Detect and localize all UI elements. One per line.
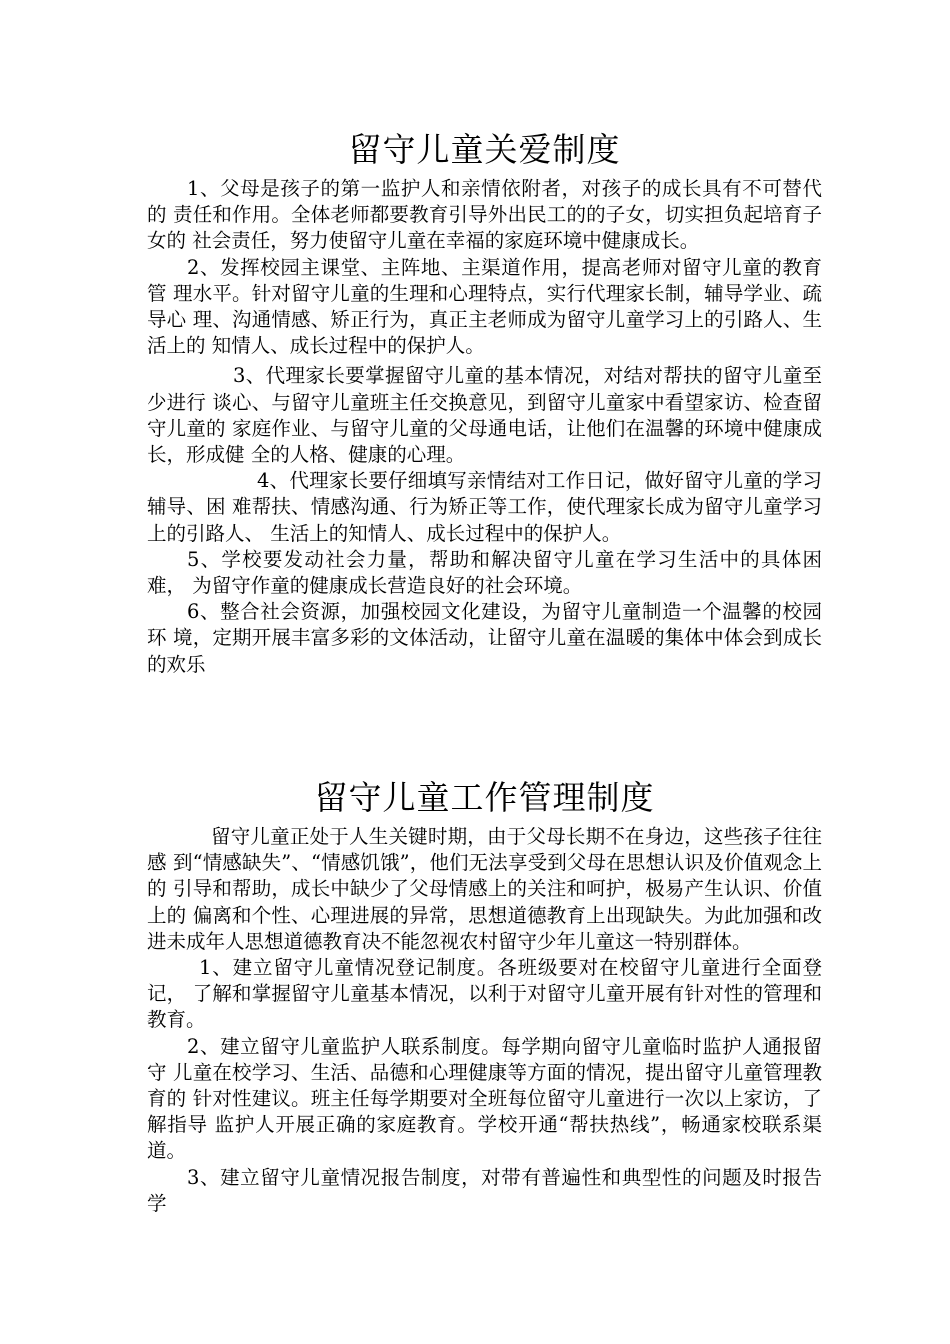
management-policy-section — [147, 776, 822, 1217]
paragraph: 4、代理家长要仔细填写亲情结对工作日记，做好留守儿童的学习辅导、困 难帮扶、情感沟通、行为矫正等工作，使代理家长成为留守儿童学习上的引路人、 生活上的知情人、成长过程中的保护人。 — [147, 469, 822, 545]
paragraph: 2、发挥校园主课堂、主阵地、主渠道作用，提高老师对留守儿童的教育管 理水平。针对留守儿童的生理和心理特点，实行代理家长制，辅导学业、疏导心 理、沟通情感、矫正行为，真正主老师成为留守儿童学习上的引路人、生活上的 知情人、成长过程中的保护人。 — [147, 255, 822, 358]
paragraph: 1、建立留守儿童情况登记制度。各班级要对在校留守儿童进行全面登记， 了解和掌握留守儿童基本情况，以利于对留守儿童开展有针对性的管理和教育。 — [147, 956, 822, 1032]
section-title: 留守儿童关爱制度 — [348, 130, 621, 169]
paragraph: 1、父母是孩子的第一监护人和亲情依附者，对孩子的成长具有不可替代的 责任和作用。全体老师都要教育引导外出民工的的子女，切实担负起培育子女的 社会责任，努力使留守儿童在幸福的家庭环境中健康成长。 — [147, 177, 822, 253]
paragraph: 3、代理家长要掌握留守儿童的基本情况，对结对帮扶的留守儿童至少进行 谈心、与留守儿童班主任交换意见，到留守儿童家中看望家访、检查留守儿童的 家庭作业、与留守儿童的父母通电话，让他们在温馨的环境中健康成长，形成健 全的人格、健康的心理。 — [147, 364, 822, 467]
paragraph: 6、整合社会资源，加强校园文化建设，为留守儿童制造一个温馨的校园环 境，定期开展丰富多彩的文体活动，让留守儿童在温暖的集体中体会到成长的欢乐 — [147, 600, 822, 676]
care-policy-section — [147, 128, 822, 678]
paragraph: 3、建立留守儿童情况报告制度，对带有普遍性和典型性的问题及时报告学 — [147, 1165, 822, 1215]
paragraph: 2、建立留守儿童监护人联系制度。每学期向留守儿童临时监护人通报留守 儿童在校学习、生活、品德和心理健康等方面的情况，提出留守儿童管理教育的 针对性建议。班主任每学期要对全班每位留守儿童进行一次以上家访，了解指导 监护人开展正确的家庭教育。学校开通“帮扶热线”，畅通家校联系渠道。 — [147, 1034, 822, 1163]
paragraph: 留守儿童正处于人生关键时期，由于父母长期不在身边，这些孩子往往感 到“情感缺失”、“情感饥饿”，他们无法享受到父母在思想认识及价值观念上的 引导和帮助，成长中缺少了父母情感上的关注和呵护，极易产生认识、价值上的 偏离和个性、心理进展的异常，思想道德教育上出现缺失。为此加强和改进未成年人思想道德教育决不能忽视农村留守少年儿童这一特别群体。 — [147, 825, 822, 953]
paragraph: 5、学校要发动社会力量，帮助和解决留守儿童在学习生活中的具体困难， 为留守作童的健康成长营造良好的社会环境。 — [147, 547, 822, 598]
section-title: 留守儿童工作管理制度 — [314, 778, 655, 817]
